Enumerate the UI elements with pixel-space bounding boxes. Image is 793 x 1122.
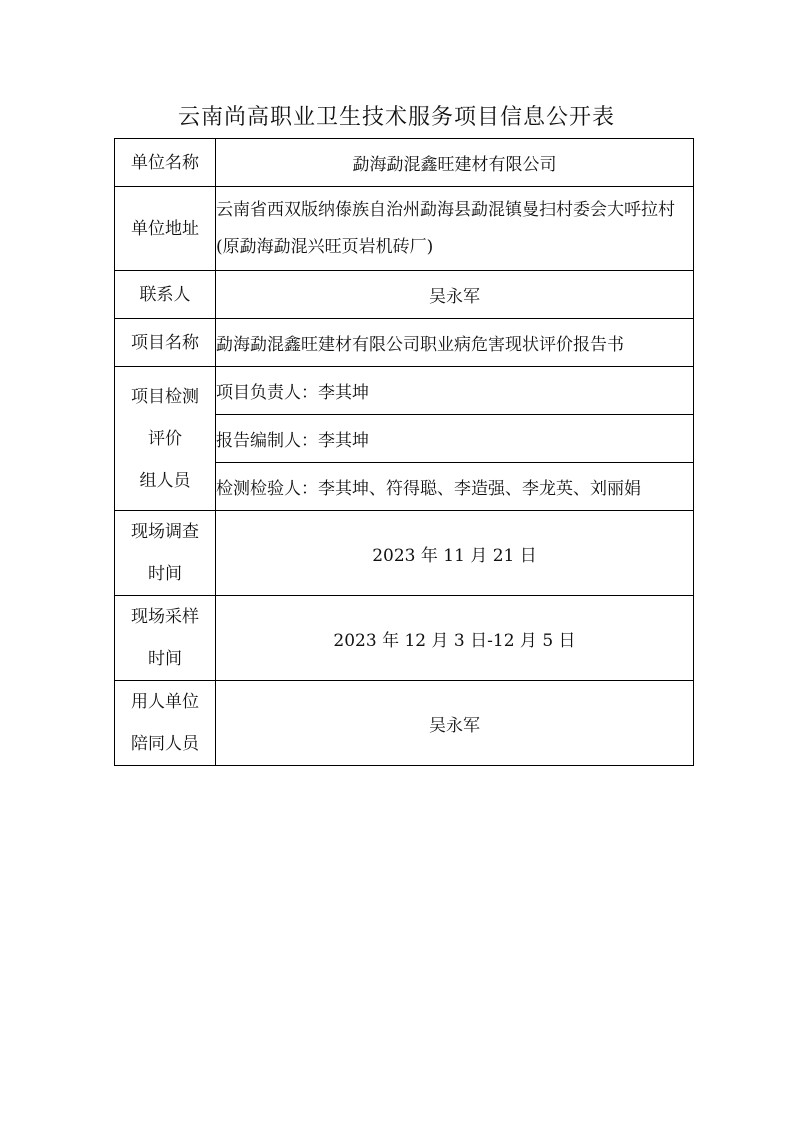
project-name-label: 项目名称	[115, 319, 216, 367]
companion-label	[115, 681, 216, 766]
team-member-leader: 项目负责人：李其坤	[216, 367, 694, 415]
table-row-companion	[115, 681, 694, 766]
table-row-contact	[115, 271, 694, 319]
table-row-sampling-time	[115, 596, 694, 681]
survey-time-value: 2023 年 11 月 21 日	[216, 511, 694, 596]
unit-address-label: 单位地址	[115, 187, 216, 271]
sampling-time-label-line: 时间	[148, 649, 182, 669]
team-label-line: 评价	[148, 428, 182, 449]
survey-time-label-line: 时间	[148, 564, 182, 584]
sampling-time-value: 2023 年 12 月 3 日-12 月 5 日	[216, 596, 694, 681]
contact-value: 吴永军	[216, 271, 694, 319]
unit-name-label: 单位名称	[115, 139, 216, 187]
table-row-unit-address	[115, 187, 694, 271]
sampling-time-label-line: 现场采样	[131, 607, 199, 627]
companion-label-line: 用人单位	[131, 692, 199, 712]
survey-time-label-line: 现场调查	[131, 522, 199, 542]
team-member-writer: 报告编制人：李其坤	[216, 415, 694, 463]
table-row-survey-time	[115, 511, 694, 596]
companion-value: 吴永军	[216, 681, 694, 766]
unit-address-value: 云南省西双版纳傣族自治州勐海县勐混镇曼扫村委会大呼拉村(原勐海勐混兴旺页岩机砖厂)	[216, 187, 694, 271]
team-label	[115, 367, 216, 511]
companion-label-line: 陪同人员	[131, 734, 199, 754]
info-table	[114, 138, 694, 766]
contact-label: 联系人	[115, 271, 216, 319]
table-row-team-leader	[115, 367, 694, 415]
team-member-inspectors: 检测检验人：李其坤、符得聪、李造强、李龙英、刘丽娟	[216, 463, 694, 511]
team-label-line: 项目检测	[131, 386, 199, 407]
team-label-line: 组人员	[139, 470, 191, 491]
project-name-value: 勐海勐混鑫旺建材有限公司职业病危害现状评价报告书	[216, 319, 694, 367]
table-row-unit-name	[115, 139, 694, 187]
survey-time-label	[115, 511, 216, 596]
unit-name-value: 勐海勐混鑫旺建材有限公司	[216, 139, 694, 187]
sampling-time-label	[115, 596, 216, 681]
table-row-project-name	[115, 319, 694, 367]
page-title: 云南尚高职业卫生技术服务项目信息公开表	[177, 105, 615, 130]
